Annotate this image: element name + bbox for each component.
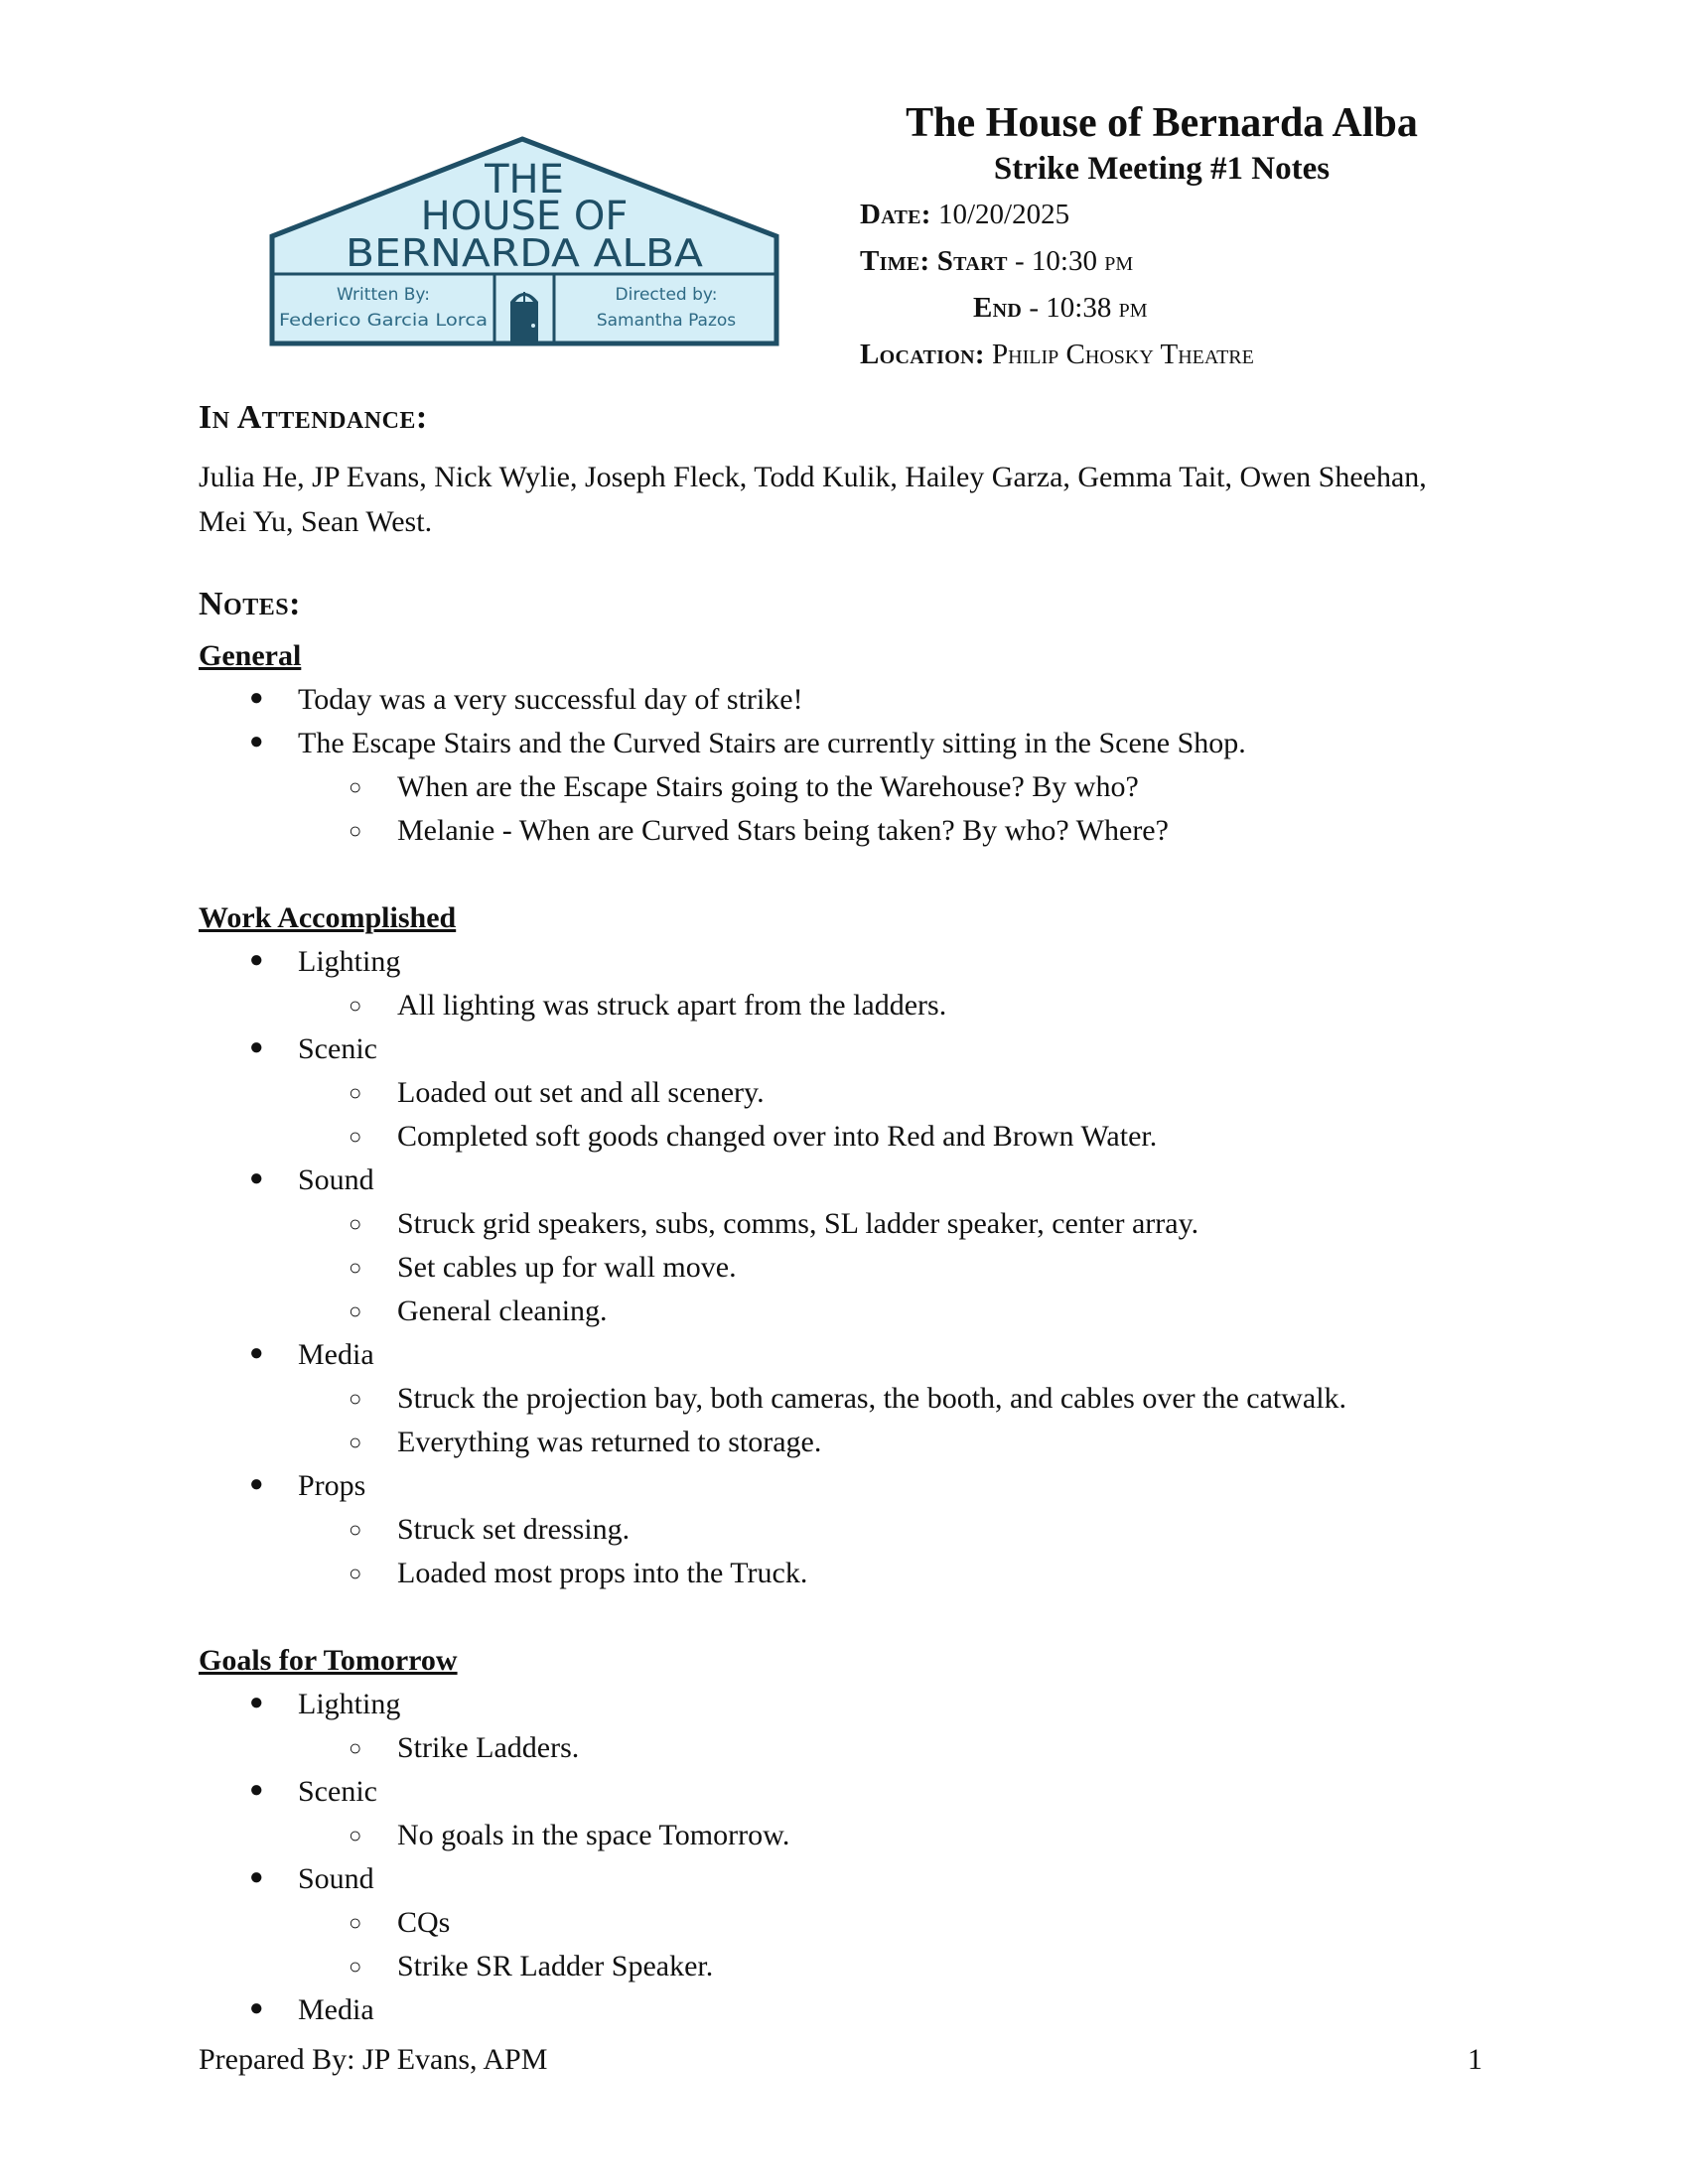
logo-written-by-label: Written By:: [337, 285, 430, 305]
list-subitem: ○ CQs: [349, 1906, 451, 1939]
circle-bullet-icon: ○: [349, 1561, 362, 1585]
circle-bullet-icon: ○: [349, 1211, 362, 1236]
circle-bullet-icon: ○: [349, 1823, 362, 1847]
bullet-icon: ●: [249, 685, 264, 711]
meta-time-start: [860, 245, 1133, 278]
circle-bullet-icon: ○: [349, 1298, 362, 1323]
bullet-icon: ●: [249, 729, 264, 754]
document-subtitle: Strike Meeting #1 Notes: [993, 151, 1331, 187]
list-subitem: ○ All lighting was struck apart from the ladders.: [349, 989, 947, 1022]
attendance-heading: In Attendance:: [199, 399, 428, 436]
list-subitem: ○ Strike Ladders.: [349, 1731, 580, 1764]
date-value: 10/20/2025: [938, 199, 1070, 230]
bullet-icon: ●: [249, 1165, 264, 1191]
circle-bullet-icon: ○: [349, 1735, 362, 1760]
circle-bullet-icon: ○: [349, 818, 362, 843]
notes-heading: Notes:: [199, 586, 301, 622]
bullet-icon: ●: [249, 1777, 264, 1803]
bullet-icon: ●: [249, 1995, 264, 2021]
bullet-icon: ●: [249, 1034, 264, 1060]
circle-bullet-icon: ○: [349, 1517, 362, 1542]
attendance-list: Julia He, JP Evans, Nick Wylie, Joseph Fleck, Todd Kulik, Hailey Garza, Gemma Tait, Owen Sheehan, Mei Yu, Sean West.: [199, 461, 1427, 538]
bullet-icon: ●: [249, 1864, 264, 1890]
list-item: ● Scenic: [249, 1032, 377, 1065]
work-accomplished-heading: Work Accomplished: [199, 901, 457, 934]
bullet-icon: ●: [249, 947, 264, 973]
logo-title-line-1: THE: [485, 157, 564, 203]
logo-director-name: Samantha Pazos: [596, 311, 737, 331]
list-subitem: ○ No goals in the space Tomorrow.: [349, 1819, 790, 1851]
logo-title-line-3: BERNARDA ALBA: [346, 231, 703, 275]
location-value: Philip Chosky Theatre: [992, 339, 1254, 370]
list-subitem: ○ Completed soft goods changed over into Red and Brown Water.: [349, 1120, 1158, 1153]
list-subitem: ○ Struck the projection bay, both cameras, the booth, and cables over the catwalk.: [349, 1382, 1347, 1415]
circle-bullet-icon: ○: [349, 1954, 362, 1979]
list-item: ● Props: [249, 1469, 366, 1502]
meta-date: [860, 199, 1069, 231]
bullet-icon: ●: [249, 1690, 264, 1715]
logo-title-line-2: HOUSE OF: [420, 194, 629, 239]
list-item: ● Scenic: [249, 1775, 377, 1808]
list-item: ● Media: [249, 1993, 374, 2026]
list-subitem: ○ Struck grid speakers, subs, comms, SL ladder speaker, center array.: [349, 1207, 1199, 1240]
start-label: Start: [936, 245, 1008, 277]
list-subitem: ○ Loaded most props into the Truck.: [349, 1557, 808, 1589]
list-subitem: ○ Melanie - When are Curved Stars being taken? By who? Where?: [349, 814, 1169, 847]
logo-directed-by-label: Directed by:: [615, 285, 718, 305]
list-item: ● Sound: [249, 1862, 374, 1895]
list-subitem: ○ When are the Escape Stairs going to the Warehouse? By who?: [349, 770, 1139, 803]
list-subitem: ○ Set cables up for wall move.: [349, 1251, 737, 1284]
list-item: ● Lighting: [249, 1688, 401, 1720]
date-label: Date:: [860, 199, 931, 230]
bullet-icon: ●: [249, 1340, 264, 1366]
list-subitem: ○ Loaded out set and all scenery.: [349, 1076, 765, 1109]
circle-bullet-icon: ○: [349, 993, 362, 1018]
location-label: Location:: [860, 339, 985, 370]
list-subitem: ○ Everything was returned to storage.: [349, 1426, 822, 1458]
time-label: Time:: [860, 245, 930, 277]
meta-location: [860, 339, 1254, 371]
list-item: ● The Escape Stairs and the Curved Stairs are currently sitting in the Scene Shop.: [249, 727, 1246, 759]
page-number: 1: [1468, 2043, 1482, 2076]
end-label: End: [973, 292, 1023, 324]
show-logo: [266, 135, 782, 349]
list-item: ● Today was a very successful day of strike!: [249, 683, 803, 716]
list-item: ● Media: [249, 1338, 374, 1371]
circle-bullet-icon: ○: [349, 774, 362, 799]
circle-bullet-icon: ○: [349, 1386, 362, 1411]
list-subitem: ○ Struck set dressing.: [349, 1513, 631, 1546]
bullet-icon: ●: [249, 1471, 264, 1497]
goals-heading: Goals for Tomorrow: [199, 1644, 458, 1677]
start-value: - 10:30 pm: [1015, 245, 1134, 277]
circle-bullet-icon: ○: [349, 1080, 362, 1105]
meta-time-end: [973, 292, 1148, 325]
end-value: - 10:38 pm: [1029, 292, 1148, 324]
general-heading: General: [199, 639, 302, 672]
door-icon: [510, 292, 538, 343]
circle-bullet-icon: ○: [349, 1124, 362, 1149]
circle-bullet-icon: ○: [349, 1430, 362, 1454]
circle-bullet-icon: ○: [349, 1910, 362, 1935]
logo-writer-name: Federico Garcia Lorca: [279, 311, 488, 331]
prepared-by-footer: Prepared By: JP Evans, APM: [199, 2043, 548, 2076]
document-title: The House of Bernarda Alba: [906, 100, 1418, 146]
list-item: ● Lighting: [249, 945, 401, 978]
list-item: ● Sound: [249, 1163, 374, 1196]
circle-bullet-icon: ○: [349, 1255, 362, 1280]
list-subitem: ○ Strike SR Ladder Speaker.: [349, 1950, 714, 1982]
list-subitem: ○ General cleaning.: [349, 1295, 608, 1327]
